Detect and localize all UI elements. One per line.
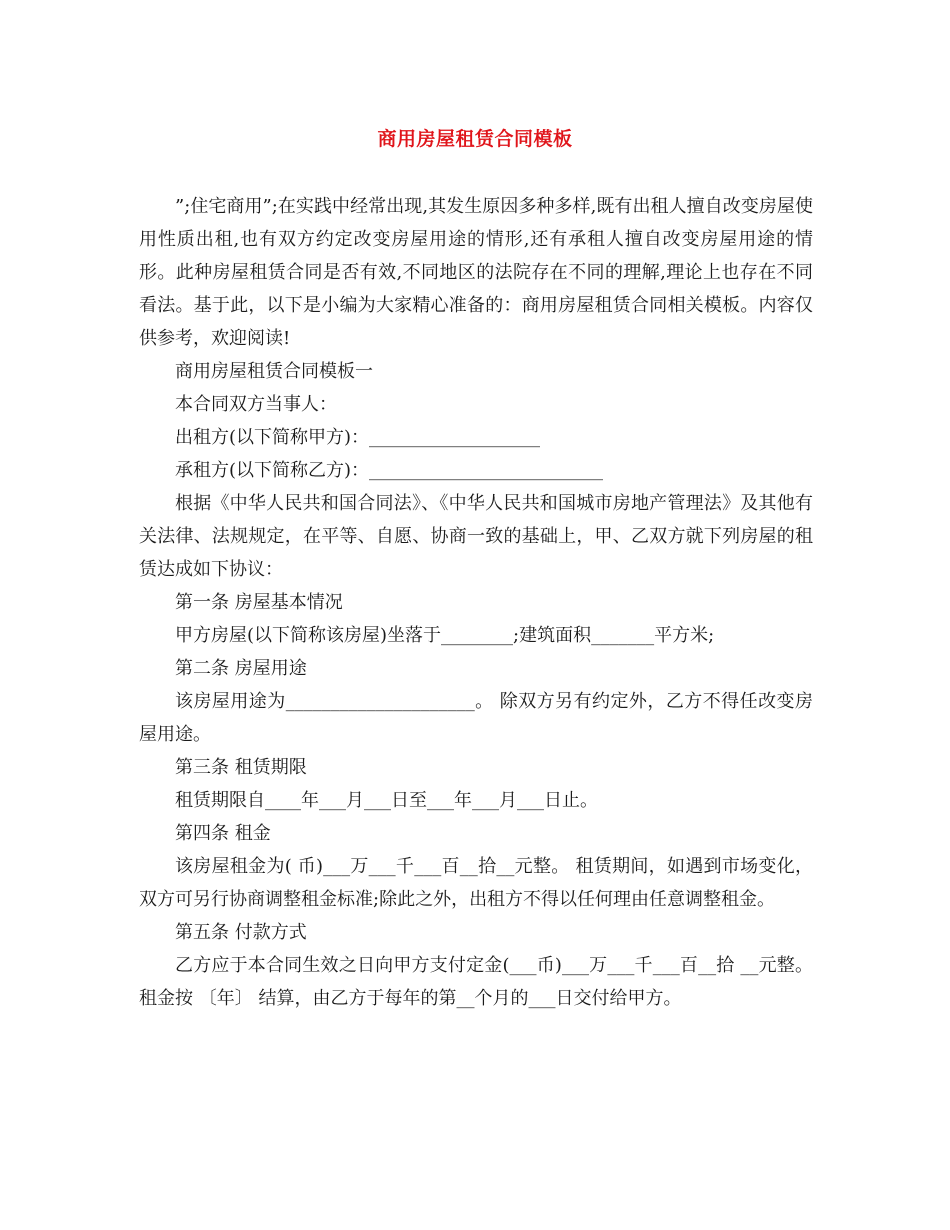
article-4-text: 该房屋租金为( 币)___万___千___百__拾__元整。 租赁期间，如遇到市场变化，双方可另行协商调整租金标准;除此之外，出租方不得以任何理由任意调整租金。 bbox=[139, 856, 813, 910]
document-title: 商用房屋租赁合同模板 bbox=[377, 128, 573, 150]
parties-heading: 本合同双方当事人： bbox=[175, 394, 337, 415]
article-2-text: 该房屋用途为_____________________。 除双方另有约定外，乙方不得任改变房屋用途。 bbox=[139, 691, 813, 745]
article-4-heading: 第四条 租金 bbox=[175, 823, 271, 844]
lessee-line: 承租方(以下简称乙方)：__________________________ bbox=[175, 460, 604, 481]
document-body bbox=[139, 190, 813, 1015]
template-heading: 商用房屋租赁合同模板一 bbox=[175, 361, 373, 382]
legal-basis-paragraph: 根据《中华人民共和国合同法》、《中华人民共和国城市房地产管理法》及其他有关法律、法规规定，在平等、自愿、协商一致的基础上，甲、乙双方就下列房屋的租赁达成如下协议： bbox=[139, 493, 813, 580]
intro-paragraph: ”;住宅商用”;在实践中经常出现,其发生原因多种多样,既有出租人擅自改变房屋使用性质出租,也有双方约定改变房屋用途的情形,还有承租人擅自改变房屋用途的情形。此种房屋租赁合同是否有效,不同地区的法院存在不同的理解,理论上也存在不同看法。基于此，以下是小编为大家精心准备的：商用房屋租赁合同相关模板。内容仅供参考，欢迎阅读! bbox=[139, 196, 813, 349]
article-5-heading: 第五条 付款方式 bbox=[175, 922, 307, 943]
lessor-line: 出租方(以下简称甲方)：___________________ bbox=[175, 427, 541, 448]
article-3-heading: 第三条 租赁期限 bbox=[175, 757, 307, 778]
article-3-text: 租赁期限自____年___月___日至___年___月___日止。 bbox=[175, 790, 598, 811]
article-5-text: 乙方应于本合同生效之日向甲方支付定金(___币)___万___千___百__拾 __元整。租金按 〔年〕 结算，由乙方于每年的第__个月的___日交付给甲方。 bbox=[139, 955, 813, 1009]
article-1-text: 甲方房屋(以下简称该房屋)坐落于________;建筑面积_______平方米; bbox=[175, 625, 715, 646]
article-1-heading: 第一条 房屋基本情况 bbox=[175, 592, 343, 613]
article-2-heading: 第二条 房屋用途 bbox=[175, 658, 307, 679]
